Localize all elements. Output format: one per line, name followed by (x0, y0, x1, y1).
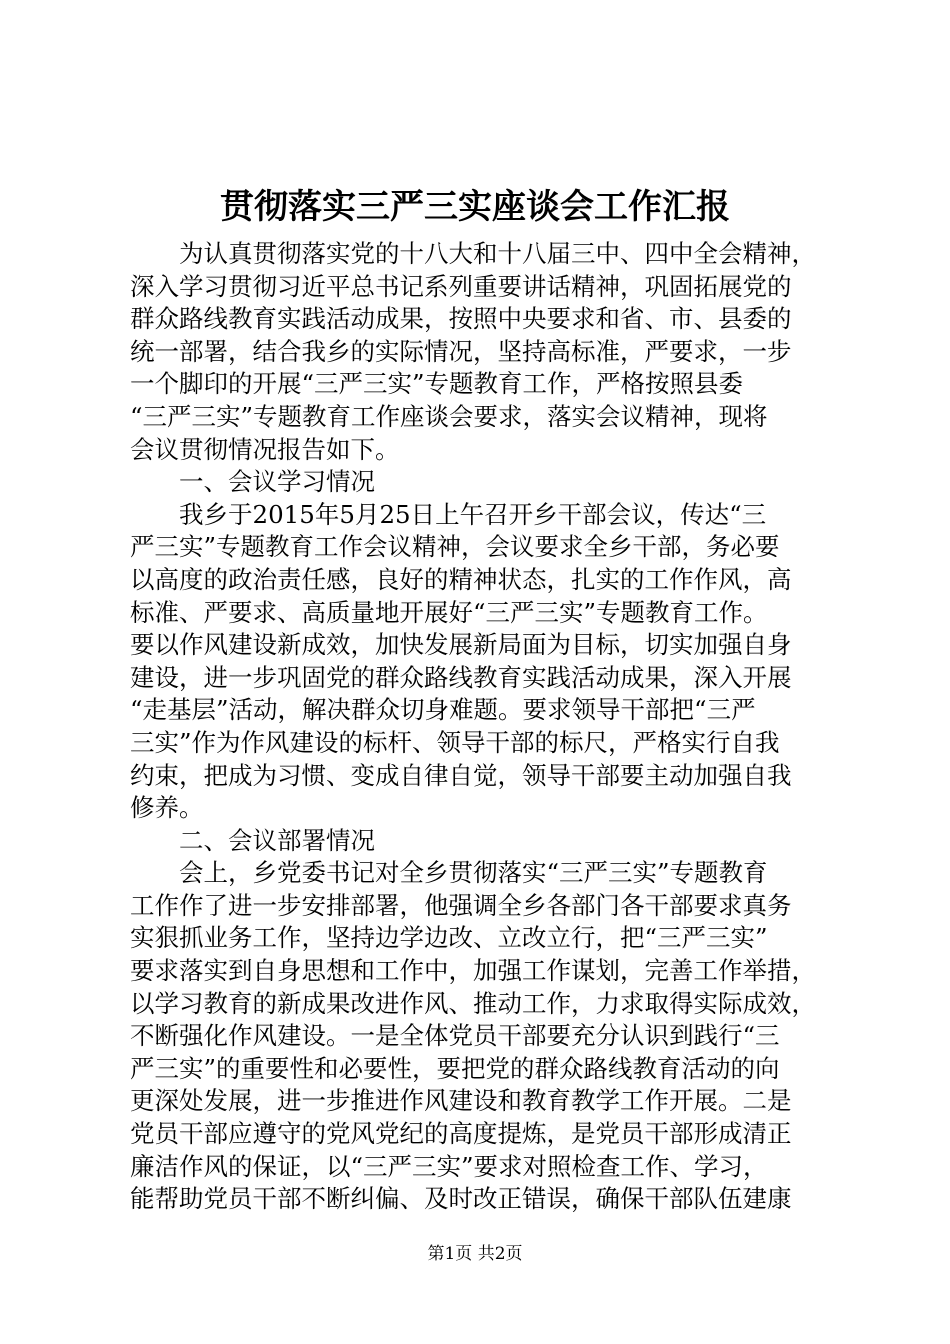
body-line: 深入学习贯彻习近平总书记系列重要讲话精神，巩固拓展党的 (130, 271, 792, 301)
body-line: 不断强化作风建设。一是全体党员干部要充分认识到践行“三 (130, 1021, 780, 1051)
body-line: 严三实”的重要性和必要性，要把党的群众路线教育活动的向 (130, 1053, 780, 1083)
body-line: 党员干部应遵守的党风党纪的高度提炼，是党员干部形成清正 (130, 1119, 792, 1149)
body-line: 以高度的政治责任感，良好的精神状态，扎实的工作作风，高 (130, 564, 792, 594)
body-line: 更深处发展，进一步推进作风建设和教育教学工作开展。二是 (130, 1086, 792, 1116)
body-line: 能帮助党员干部不断纠偏、及时改正错误，确保干部队伍建康 (130, 1184, 792, 1214)
body-line: 群众路线教育实践活动成果，按照中央要求和省、市、县委的 (130, 304, 792, 334)
body-line: 标准、严要求、高质量地开展好“三严三实”专题教育工作。 (130, 597, 768, 627)
body-line: 会上，乡党委书记对全乡贯彻落实“三严三实”专题教育 (179, 858, 768, 888)
body-line: 建设，进一步巩固党的群众路线教育实践活动成果，深入开展 (130, 662, 792, 692)
body-line: 会议贯彻情况报告如下。 (130, 434, 400, 464)
body-line: “三严三实”专题教育工作座谈会要求，落实会议精神，现将 (130, 401, 768, 431)
body-line: 约束，把成为习惯、变成自律自觉，领导干部要主动加强自我 (130, 760, 792, 790)
section-heading-2: 二、会议部署情况 (179, 825, 375, 855)
body-line: 要以作风建设新成效，加快发展新局面为目标，切实加强自身 (130, 630, 792, 660)
body-line: 廉洁作风的保证，以“三严三实”要求对照检查工作、学习， (130, 1151, 768, 1181)
body-line: 为认真贯彻落实党的十八大和十八届三中、四中全会精神， (179, 239, 816, 268)
document-body (130, 238, 830, 1216)
body-line: “走基层”活动，解决群众切身难题。要求领导干部把“三严 (130, 695, 756, 725)
body-line: 要求落实到自身思想和工作中，加强工作谋划，完善工作举措， (130, 956, 816, 986)
body-line: 以学习教育的新成果改进作风、推动工作，力求取得实际成效， (130, 988, 816, 1018)
body-line: 统一部署，结合我乡的实际情况，坚持高标准，严要求，一步 (130, 336, 792, 366)
section-heading-1: 一、会议学习情况 (179, 467, 375, 497)
document-title: 贯彻落实三严三实座谈会工作汇报 (220, 187, 730, 227)
body-line: 一个脚印的开展“三严三实”专题教育工作，严格按照县委 (130, 369, 744, 399)
body-line: 实狠抓业务工作，坚持边学边改、立改立行，把“三严三实” (130, 923, 768, 953)
body-line: 我乡于2015年5月25日上午召开乡干部会议，传达“三 (179, 499, 767, 529)
page-footer: 第1页 共2页 (427, 1244, 523, 1264)
body-line: 工作作了进一步安排部署，他强调全乡各部门各干部要求真务 (130, 890, 792, 920)
body-line: 三实”作为作风建设的标杆、领导干部的标尺，严格实行自我 (130, 727, 780, 757)
body-line: 修养。 (130, 793, 204, 823)
body-line: 严三实”专题教育工作会议精神，会议要求全乡干部，务必要 (130, 532, 780, 562)
